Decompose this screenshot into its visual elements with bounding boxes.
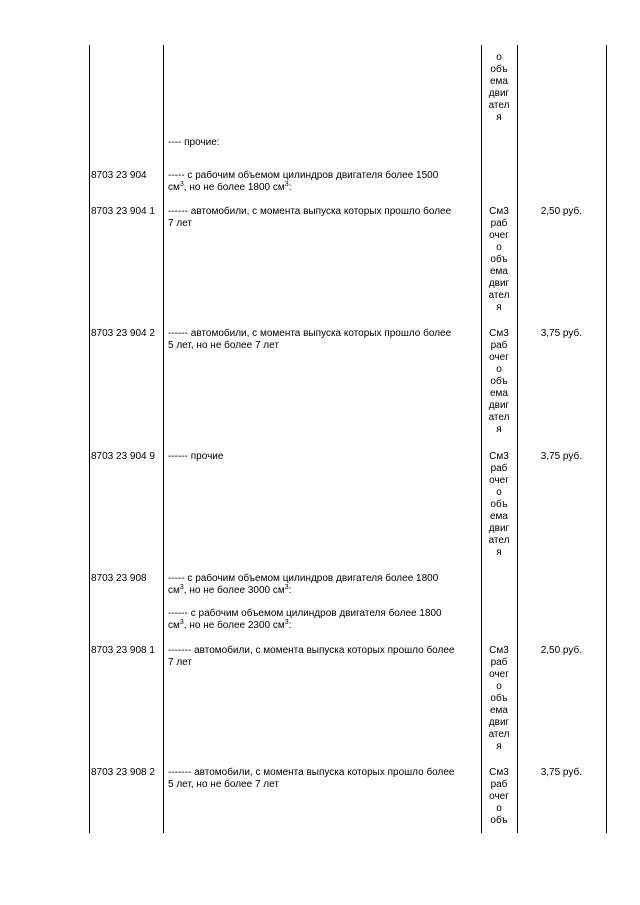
row-unit: См3 раб очег о объ [489, 767, 509, 826]
row-description [168, 451, 223, 463]
description-line: $см^3$, но не более 2300 $см^3$: [168, 619, 292, 631]
row-code: 8703 23 908 2 [91, 767, 155, 778]
table-border-right [606, 45, 607, 833]
unit-cell-continued [484, 52, 514, 124]
row-rate: 3,75 руб. [540, 328, 582, 339]
row-description [168, 206, 451, 230]
row-unit: См3 раб очег о объ ема двиг ател я [488, 206, 510, 313]
row-code: 8703 23 904 [91, 170, 147, 181]
row-code: 8703 23 904 9 [91, 451, 155, 462]
row-code: 8703 23 904 2 [91, 328, 155, 339]
description-line: ---- прочие: [168, 137, 220, 148]
row-description [168, 137, 220, 149]
row-unit: См3 раб очег о объ ема двиг ател я [488, 645, 510, 752]
row-description [168, 767, 454, 791]
row-code: 8703 23 908 1 [91, 645, 155, 656]
column-divider-unit [517, 45, 518, 833]
description-line: ------- автомобили, с момента выпуска которых прошло более [168, 645, 455, 656]
unit-line: объ [490, 64, 508, 75]
description-line: $см^3$, но не более 3000 $см^3$: [168, 584, 292, 596]
description-line: 7 лет [168, 218, 192, 229]
description-line: ------- автомобили, с момента выпуска которых прошло более [168, 767, 455, 778]
row-code: 8703 23 908 [91, 573, 147, 584]
unit-line: о [496, 52, 502, 63]
description-line: 5 лет, но не более 7 лет [168, 340, 279, 351]
description-line: $см^3$, но не более 1800 $см^3$: [168, 181, 292, 193]
description-line: ------ прочие [168, 451, 224, 462]
unit-line: ема [490, 76, 508, 87]
column-divider-code [163, 45, 164, 833]
row-description [168, 645, 454, 669]
description-line: ------ с рабочим объемом цилиндров двигателя более 1800 [168, 608, 442, 619]
description-line: ------ автомобили, с момента выпуска которых прошло более [168, 328, 452, 339]
unit-line: ател [488, 100, 510, 111]
row-rate: 2,50 руб. [540, 206, 582, 217]
description-line: 7 лет [168, 657, 192, 668]
unit-line: я [496, 112, 502, 123]
row-unit: См3 раб очег о объ ема двиг ател я [488, 451, 510, 558]
description-line: ------ автомобили, с момента выпуска которых прошло более [168, 206, 452, 217]
row-unit: См3 раб очег о объ ема двиг ател я [488, 328, 510, 435]
description-line: 5 лет, но не более 7 лет [168, 779, 279, 790]
table-border-left [89, 45, 90, 833]
row-description [168, 608, 442, 632]
row-rate: 2,50 руб. [540, 645, 582, 656]
row-rate: 3,75 руб. [540, 767, 582, 778]
column-divider-description [481, 45, 482, 833]
row-rate: 3,75 руб. [540, 451, 582, 462]
description-line: ----- с рабочим объемом цилиндров двигателя более 1500 [168, 170, 439, 181]
row-code: 8703 23 904 1 [91, 206, 155, 217]
row-description [168, 328, 451, 352]
unit-line: двиг [488, 88, 510, 99]
description-line: ----- с рабочим объемом цилиндров двигателя более 1800 [168, 573, 439, 584]
row-description [168, 170, 438, 194]
row-description [168, 573, 438, 597]
